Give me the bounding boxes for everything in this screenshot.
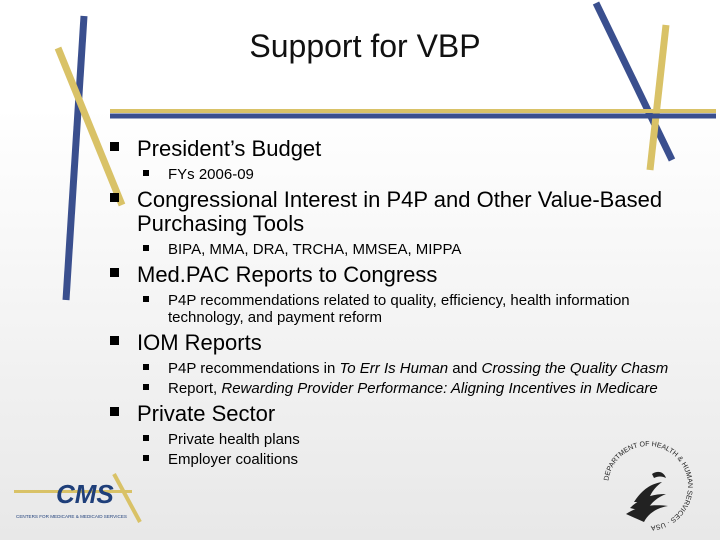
square-bullet-icon xyxy=(110,336,119,345)
book-title: To Err Is Human xyxy=(339,360,449,377)
bullet-text: Congressional Interest in P4P and Other Value-Based Purchasing Tools xyxy=(137,187,663,236)
square-bullet-icon xyxy=(143,384,149,390)
bullet-item xyxy=(110,263,690,287)
hhs-seal xyxy=(596,434,700,538)
sub-bullet-item xyxy=(110,360,690,377)
cms-logo-text: CMS xyxy=(56,479,114,509)
sub-bullet-item xyxy=(110,166,690,183)
square-bullet-icon xyxy=(110,407,119,416)
square-bullet-icon xyxy=(110,268,119,277)
bullet-text: IOM Reports xyxy=(137,330,262,355)
bullet-item xyxy=(110,137,690,161)
square-bullet-icon xyxy=(143,364,149,370)
square-bullet-icon xyxy=(143,245,149,251)
bullet-list xyxy=(110,132,690,471)
bullet-item xyxy=(110,402,690,426)
sub-bullet-text: Report, xyxy=(168,380,222,397)
square-bullet-icon xyxy=(110,142,119,151)
slide-title: Support for VBP xyxy=(249,28,481,64)
bullet-text: Private Sector xyxy=(137,401,276,426)
sub-bullet-item xyxy=(110,292,690,326)
bullet-item xyxy=(110,331,690,355)
square-bullet-icon xyxy=(143,170,149,176)
sub-bullet-text: FYs 2006-09 xyxy=(168,166,254,183)
sub-bullet-item xyxy=(110,380,690,397)
square-bullet-icon xyxy=(143,455,149,461)
report-title: Rewarding Provider Performance: Aligning Incentives in Medicare xyxy=(221,380,658,397)
square-bullet-icon xyxy=(143,435,149,441)
sub-bullet-item xyxy=(110,241,690,258)
bullet-text: Med.PAC Reports to Congress xyxy=(137,262,438,287)
sub-bullet-text: P4P recommendations related to quality, efficiency, health information technology, and payment reform xyxy=(168,292,630,326)
sub-bullet-text: P4P recommendations in xyxy=(168,360,340,377)
sub-bullet-text: and xyxy=(448,360,482,377)
sub-bullet-text: Private health plans xyxy=(168,431,300,448)
bullet-text: President’s Budget xyxy=(137,136,322,161)
sub-bullet-text: Employer coalitions xyxy=(168,451,299,468)
eagle-icon xyxy=(626,472,668,522)
bullet-item xyxy=(110,188,690,236)
square-bullet-icon xyxy=(143,296,149,302)
book-title: Crossing the Quality Chasm xyxy=(481,360,669,377)
sub-bullet-text: BIPA, MMA, DRA, TRCHA, MMSEA, MIPPA xyxy=(168,241,462,258)
cms-logo-tagline: CENTERS FOR MEDICARE & MEDICAID SERVICES xyxy=(16,514,127,519)
hhs-seal-ring-text: DEPARTMENT OF HEALTH & HUMAN SERVICES · USA xyxy=(603,440,694,531)
cms-logo xyxy=(14,470,144,526)
square-bullet-icon xyxy=(110,193,119,202)
